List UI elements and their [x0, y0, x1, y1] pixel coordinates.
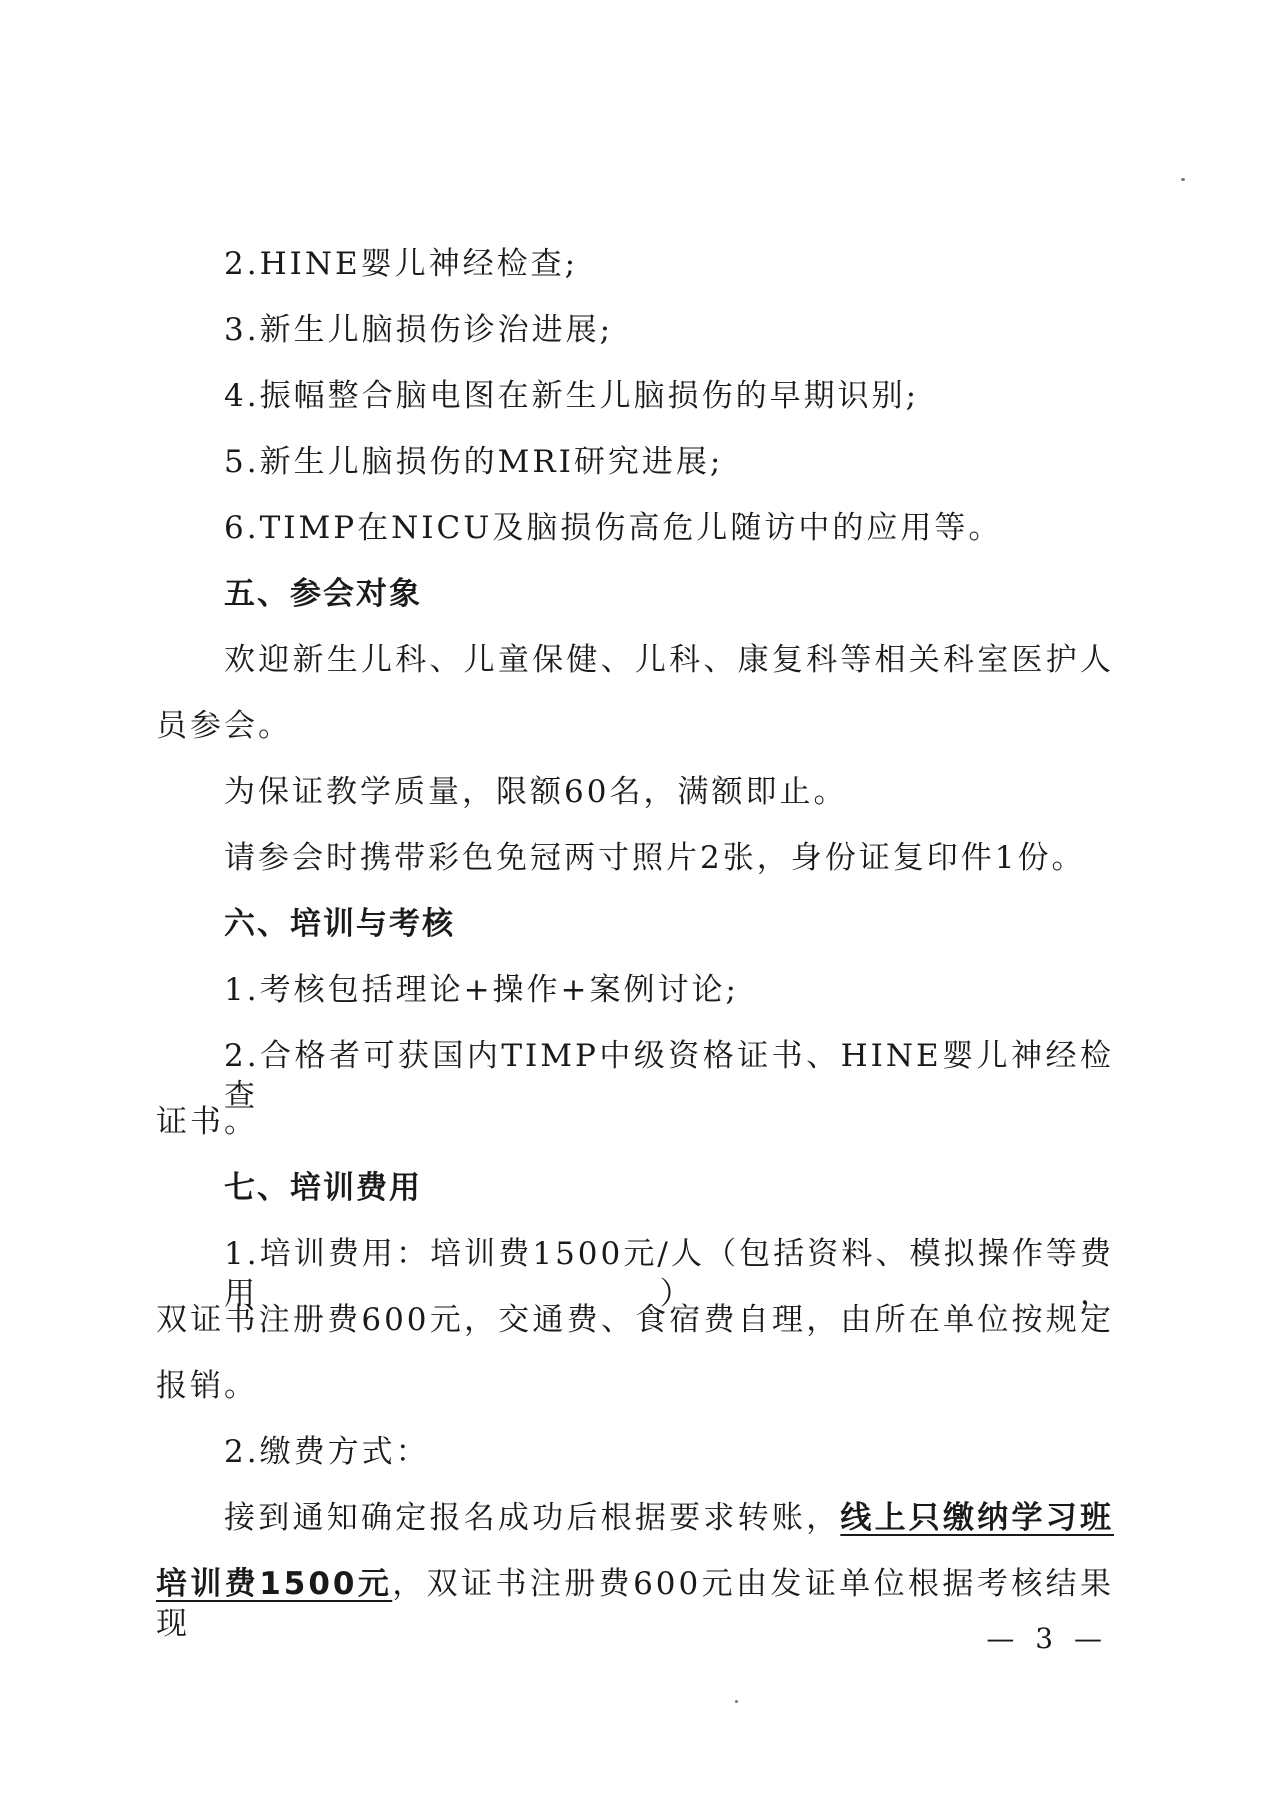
paragraph-participants-line1: 欢迎新生儿科、儿童保健、儿科、康复科等相关科室医护人: [224, 642, 1114, 678]
paragraph-payment-line2: [156, 1564, 1114, 1644]
section-heading-fees: 七、培训费用: [224, 1170, 422, 1206]
paragraph-documents: 请参会时携带彩色免冠两寸照片2张，身份证复印件1份。: [224, 840, 1086, 876]
paragraph-payment-line1: [224, 1498, 1114, 1538]
scan-speck: [1181, 178, 1185, 181]
payment-instruction-text: 接到通知确定报名成功后根据要求转账，: [224, 1500, 841, 1536]
page-number: — 3 —: [986, 1622, 1108, 1655]
list-item-certificate-line2: 证书。: [156, 1104, 258, 1140]
paragraph-fees-line1: 1.培训费用：培训费1500元/人（包括资料、模拟操作等费用），: [224, 1236, 1114, 1312]
list-item-assessment: 1.考核包括理论+操作+案例讨论;: [224, 972, 739, 1008]
paragraph-fees-line2: 双证书注册费600元，交通费、食宿费自理，由所在单位按规定: [156, 1302, 1114, 1338]
paragraph-quota: 为保证教学质量，限额60名，满额即止。: [224, 774, 848, 810]
section-heading-training-assessment: 六、培训与考核: [224, 906, 455, 942]
paragraph-participants-line2: 员参会。: [156, 708, 292, 744]
list-item-hine: 2.HINE婴儿神经检查;: [224, 246, 579, 282]
registration-fee-text: ，双证书注册费600元由发证单位根据考核结果现: [156, 1566, 1115, 1642]
paragraph-payment-method: 2.缴费方式：: [224, 1434, 430, 1470]
list-item-aeeg: 4.振幅整合脑电图在新生儿脑损伤的早期识别;: [224, 378, 920, 414]
payment-emphasis-text: 线上只缴纳学习班: [840, 1500, 1115, 1536]
paragraph-fees-line3: 报销。: [156, 1368, 258, 1404]
list-item-timp: 6.TIMP在NICU及脑损伤高危儿随访中的应用等。: [224, 510, 1003, 546]
training-fee-emphasis: 培训费1500元: [156, 1566, 393, 1602]
scan-speck: [735, 1700, 738, 1703]
list-item-mri: 5.新生儿脑损伤的MRI研究进展;: [224, 444, 724, 480]
list-item-certificate-line1: 2.合格者可获国内TIMP中级资格证书、HINE婴儿神经检查: [224, 1038, 1114, 1114]
section-heading-participants: 五、参会对象: [224, 576, 422, 612]
list-item-brain-injury: 3.新生儿脑损伤诊治进展;: [224, 312, 614, 348]
